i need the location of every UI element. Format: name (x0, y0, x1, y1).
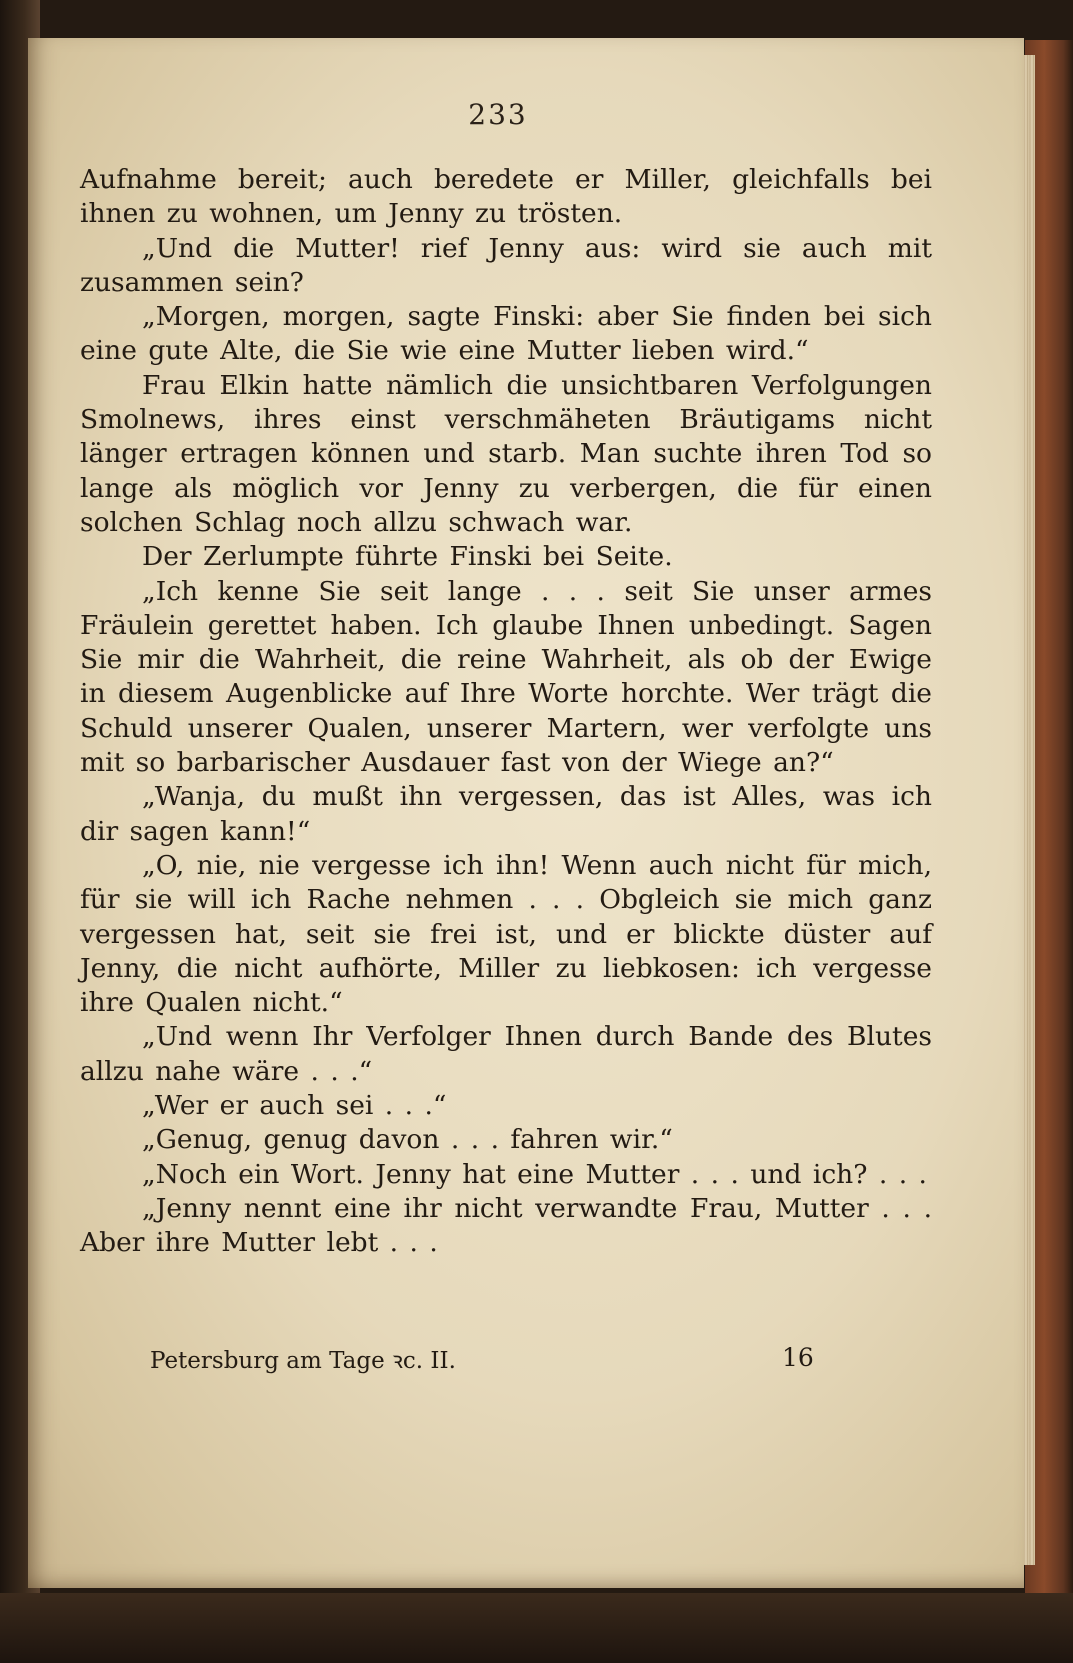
paragraph: „Jenny nennt eine ihr nicht verwandte Frau, Mutter . . . Aber ihre Mutter lebt . . . (80, 1192, 932, 1259)
paragraph: „Morgen, morgen, sagte Finski: aber Sie finden bei sich eine gute Alte, die Sie wie eine Mutter lieben wird.“ (80, 301, 932, 367)
paragraph: Frau Elkin hatte nämlich die unsichtbaren Verfolgungen Smolnews, ihres einst verschmäheten Bräutigams nicht länger ertragen können und starb. Man suchte ihren Tod so lange als möglich vor Jenny zu verbergen, die für einen solchen Schlag noch allzu schwach war. (80, 369, 932, 538)
paragraph: Der Zerlumpte führte Finski bei Seite. (142, 541, 673, 573)
page-number: 233 (468, 98, 528, 131)
paragraph: „O, nie, nie vergesse ich ihn! Wenn auch nicht für mich, für sie will ich Rache nehmen . . . Obgleich sie mich ganz vergessen hat, seit sie frei ist, und er blickte düster auf Jenny, die nicht aufhörte, Miller zu liebkosen: ich vergesse ihre Qualen nicht.“ (80, 849, 932, 1019)
sheet-number: 16 (782, 1343, 814, 1372)
paragraph: „Wer er auch sei . . .“ (142, 1090, 447, 1122)
footer-signature: Petersburg am Tage ꝛc. II. (150, 1348, 456, 1374)
paragraph: „Und wenn Ihr Verfolger Ihnen durch Bande des Blutes allzu nahe wäre . . .“ (80, 1021, 932, 1087)
paragraph: „Noch ein Wort. Jenny hat eine Mutter . . . und ich? . . . (142, 1158, 927, 1190)
book-cover-bottom-edge (0, 1593, 1073, 1663)
paragraph: Aufnahme bereit; auch beredete er Miller, gleichfalls bei ihnen zu wohnen, um Jenny zu trösten. (80, 164, 932, 230)
paragraph: „Wanja, du mußt ihn vergessen, das ist Alles, was ich dir sagen kann!“ (80, 781, 932, 847)
paragraph: „Und die Mutter! rief Jenny aus: wird sie auch mit zusammen sein? (80, 232, 932, 298)
paragraph: „Ich kenne Sie seit lange . . . seit Sie unser armes Fräulein gerettet haben. Ich glaube Ihnen unbedingt. Sagen Sie mir die Wahrheit, die reine Wahrheit, als ob der Ewige in diesem Augenblicke auf Ihre Worte horchte. Wer trägt die Schuld unserer Qualen, unserer Martern, wer verfolgte uns mit so barbarischer Ausdauer fast von der Wiege an?“ (80, 575, 932, 779)
book-page (28, 38, 1024, 1588)
page-body-text (80, 163, 932, 1261)
paragraph: „Genug, genug davon . . . fahren wir.“ (142, 1124, 673, 1156)
page-footer (150, 1343, 850, 1377)
